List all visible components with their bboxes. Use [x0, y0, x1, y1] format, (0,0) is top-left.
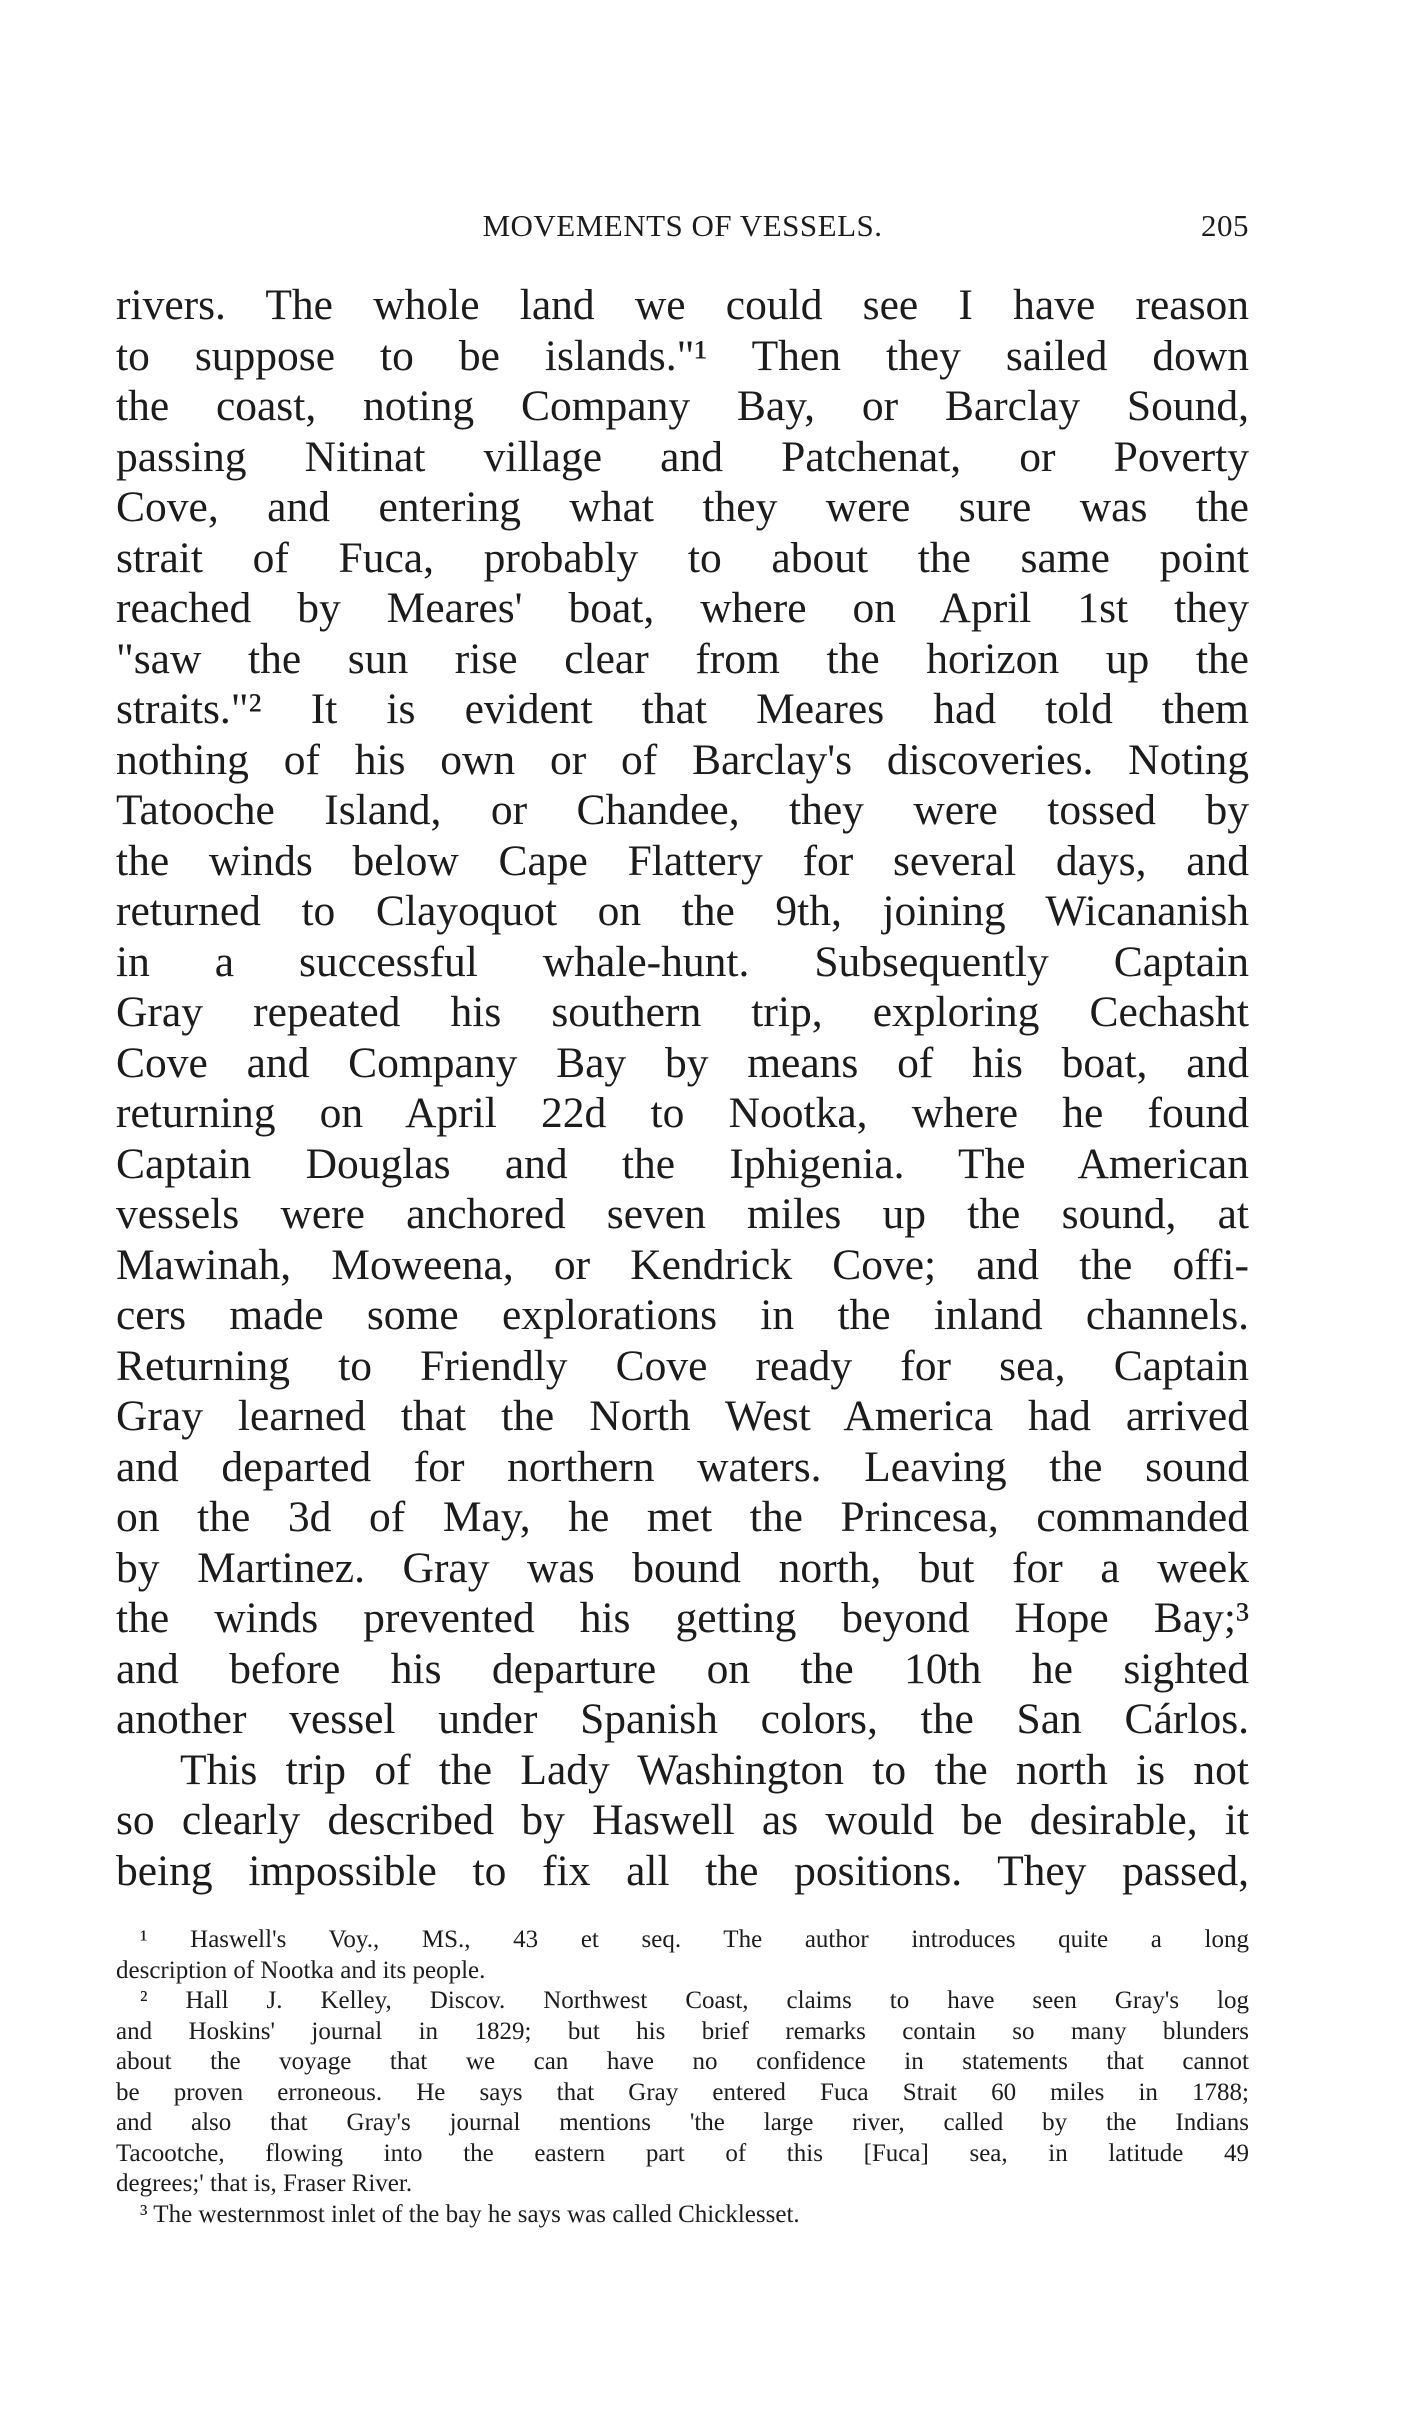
body-line: on the 3d of May, he met the Princesa, commanded — [116, 1493, 1249, 1541]
body-line: and before his departure on the 10th he sighted — [116, 1644, 1249, 1693]
footnote-3-line: ³ The westernmost inlet of the bay he says was called Chicklesset. — [140, 2200, 800, 2228]
body-line: vessels were anchored seven miles up the sound, at — [116, 1190, 1249, 1238]
body-line: being impossible to fix all the positions. They passed, — [116, 1846, 1249, 1895]
running-title: MOVEMENTS OF VESSELS. — [482, 208, 883, 243]
body-line: Gray repeated his southern trip, exploring Cechasht — [116, 988, 1249, 1036]
body-line: another vessel under Spanish colors, the San Cárlos. — [116, 1695, 1249, 1743]
body-line: Mawinah, Moweena, or Kendrick Cove; and the offi- — [116, 1240, 1249, 1289]
body-line: so clearly described by Haswell as would be desirable, it — [116, 1796, 1249, 1844]
footnote-2-line: about the voyage that we can have no confidence in statements that cannot — [116, 2048, 1249, 2075]
body-line: Returning to Friendly Cove ready for sea, Captain — [116, 1341, 1249, 1390]
body-line: rivers. The whole land we could see I have reason — [116, 281, 1249, 329]
body-text — [116, 280, 1249, 1896]
footnote-2-line: Tacootche, flowing into the eastern part of this [Fuca] sea, in latitude 49 — [116, 2139, 1249, 2167]
running-head — [116, 208, 1249, 252]
body-line: in a successful whale-hunt. Subsequently Captain — [116, 937, 1249, 986]
body-line: Gray learned that the North West America had arrived — [116, 1392, 1249, 1440]
footnote-2-line: ² Hall J. Kelley, Discov. Northwest Coast, claims to have seen Gray's log — [140, 1987, 1249, 2014]
body-line: Cove and Company Bay by means of his boat, and — [116, 1038, 1249, 1087]
body-line: the winds prevented his getting beyond Hope Bay;³ — [116, 1594, 1249, 1642]
body-line: "saw the sun rise clear from the horizon up the — [116, 634, 1249, 683]
footnote-1-line: description of Nootka and its people. — [116, 1956, 486, 1984]
footnote-2-line: and Hoskins' journal in 1829; but his brief remarks contain so many blunders — [116, 2017, 1249, 2045]
footnotes — [116, 1925, 1249, 2230]
body-line: reached by Meares' boat, where on April 1st they — [116, 584, 1249, 632]
footnote-2-line: be proven erroneous. He says that Gray entered Fuca Strait 60 miles in 1788; — [116, 2078, 1249, 2106]
footnote-2-line: degrees;' that is, Fraser River. — [116, 2170, 413, 2197]
body-line-paragraph-start: This trip of the Lady Washington to the north is not — [180, 1745, 1249, 1794]
body-line: straits."² It is evident that Meares had told them — [116, 685, 1249, 733]
body-line: Cove, and entering what they were sure was the — [116, 483, 1249, 531]
body-line: nothing of his own or of Barclay's discoveries. Noting — [116, 735, 1249, 784]
body-line: the winds below Cape Flattery for several days, and — [116, 836, 1249, 885]
body-line: passing Nitinat village and Patchenat, or Poverty — [116, 432, 1249, 481]
body-line: the coast, noting Company Bay, or Barclay Sound, — [116, 382, 1249, 430]
footnote-1-line: ¹ Haswell's Voy., MS., 43 et seq. The author introduces quite a long — [140, 1926, 1249, 1953]
page-number: 205 — [1201, 208, 1249, 243]
footnote-2-line: and also that Gray's journal mentions 'the large river, called by the Indians — [116, 2109, 1249, 2136]
body-line: returning on April 22d to Nootka, where he found — [116, 1089, 1249, 1137]
body-line: Captain Douglas and the Iphigenia. The American — [116, 1139, 1249, 1188]
body-line: returned to Clayoquot on the 9th, joining Wicananish — [116, 887, 1249, 935]
body-line: strait of Fuca, probably to about the same point — [116, 533, 1249, 582]
body-line: to suppose to be islands."¹ Then they sailed down — [116, 331, 1249, 380]
body-line: cers made some explorations in the inland channels. — [116, 1291, 1249, 1339]
body-line: and departed for northern waters. Leaving the sound — [116, 1442, 1249, 1491]
body-line: Tatooche Island, or Chandee, they were tossed by — [116, 786, 1249, 834]
body-line: by Martinez. Gray was bound north, but for a week — [116, 1543, 1249, 1592]
